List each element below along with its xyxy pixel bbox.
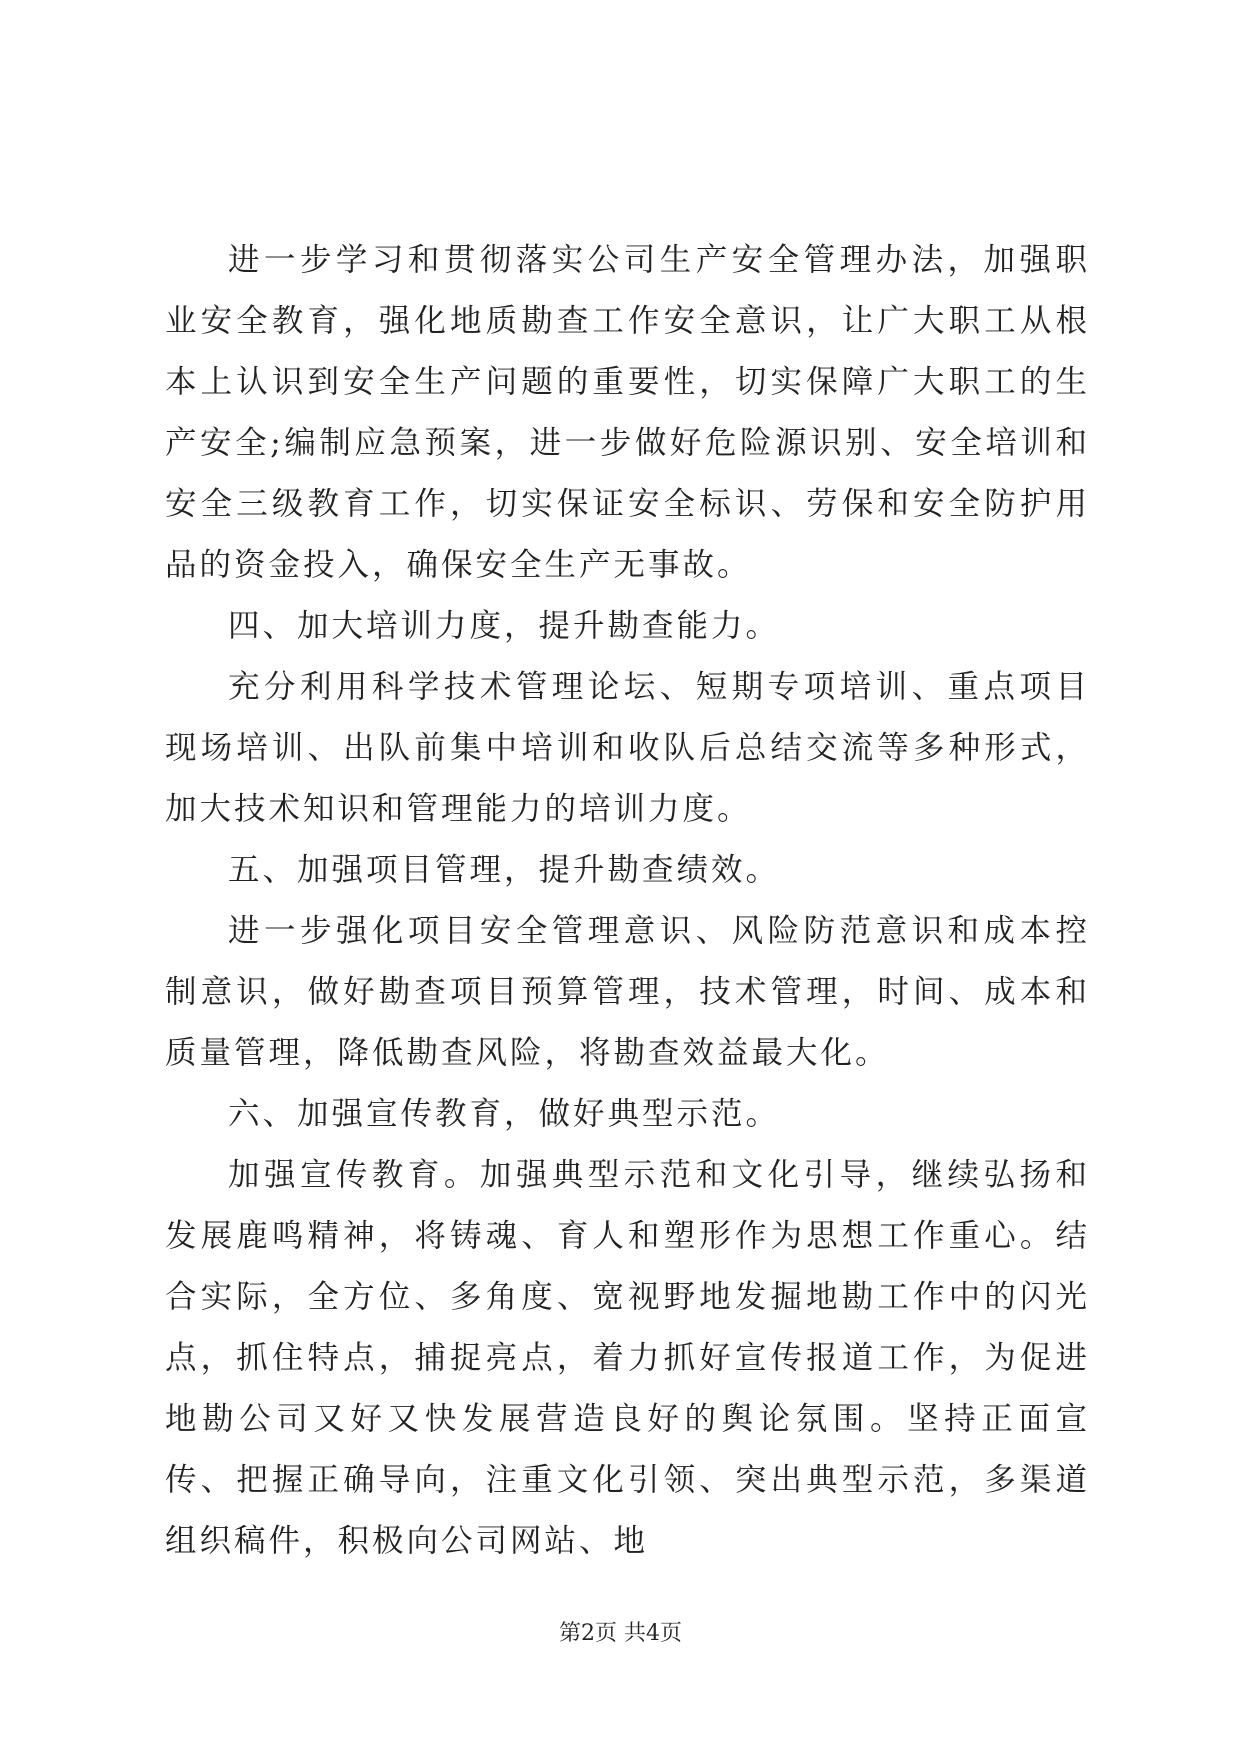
document-body — [165, 230, 1090, 1572]
page-number-footer: 第2页 共4页 — [559, 1621, 682, 1646]
paragraph-safety-management: 进一步学习和贯彻落实公司生产安全管理办法，加强职业安全教育，强化地质勘查工作安全意识，让广大职工从根本上认识到安全生产问题的重要性，切实保障广大职工的生产安全;编制应急预案，进一步做好危险源识别、安全培训和安全三级教育工作，切实保证安全标识、劳保和安全防护用品的资金投入，确保安全生产无事故。 — [165, 242, 1090, 583]
heading-training: 四、加大培训力度，提升勘查能力。 — [228, 608, 781, 644]
paragraph-project-management: 进一步强化项目安全管理意识、风险防范意识和成本控制意识，做好勘查项目预算管理，技术管理，时间、成本和质量管理，降低勘查风险，将勘查效益最大化。 — [165, 913, 1090, 1071]
paragraph-publicity: 加强宣传教育。加强典型示范和文化引导，继续弘扬和发展鹿鸣精神，将铸魂、育人和塑形作为思想工作重心。结合实际，全方位、多角度、宽视野地发掘地勘工作中的闪光点，抓住特点，捕捉亮点，着力抓好宣传报道工作，为促进地勘公司又好又快发展营造良好的舆论氛围。坚持正面宣传、把握正确导向，注重文化引领、突出典型示范，多渠道组织稿件，积极向公司网站、地 — [165, 1157, 1090, 1559]
paragraph-training: 充分利用科学技术管理论坛、短期专项培训、重点项目现场培训、出队前集中培训和收队后总结交流等多种形式，加大技术知识和管理能力的培训力度。 — [165, 669, 1090, 827]
heading-project-management: 五、加强项目管理，提升勘查绩效。 — [228, 852, 781, 888]
heading-publicity: 六、加强宣传教育，做好典型示范。 — [228, 1096, 781, 1132]
